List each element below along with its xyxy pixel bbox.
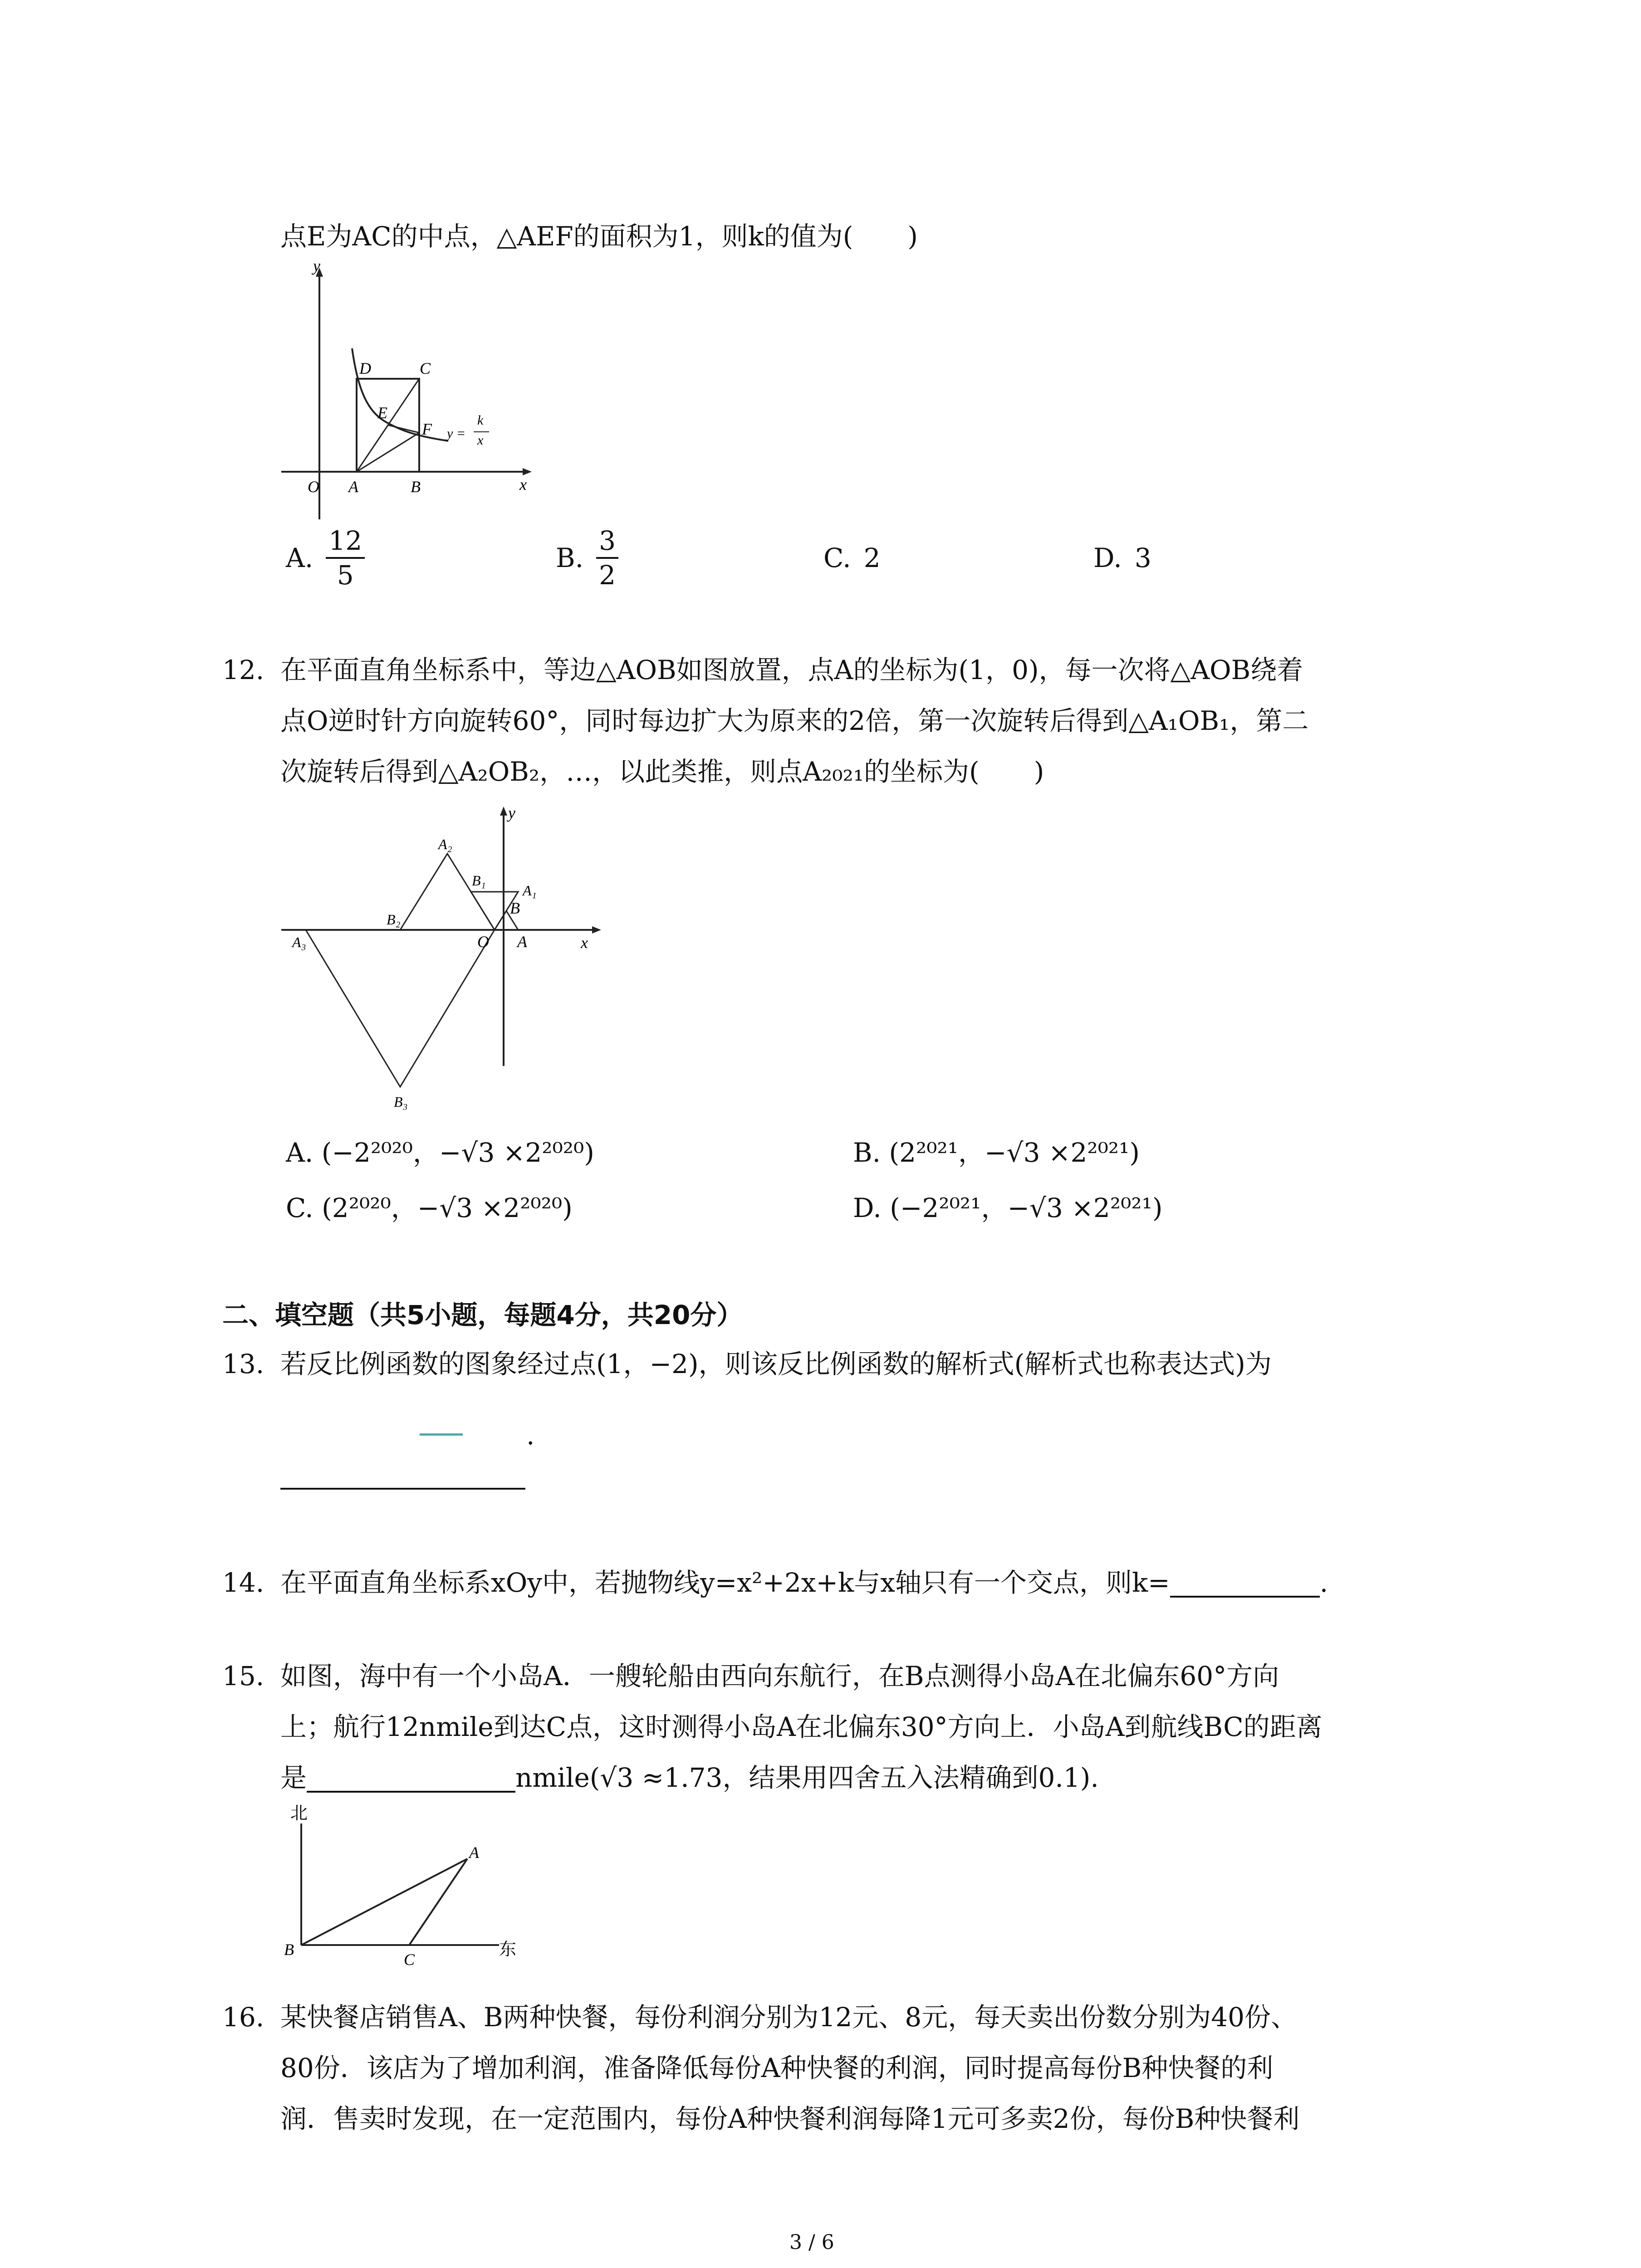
q11-option-d[interactable]: D. 3 [1093,543,1151,573]
q14-answer-blank[interactable] [1170,1569,1320,1598]
q12-option-c[interactable]: C. (2²⁰²⁰，−√3 ×2²⁰²⁰) [286,1193,573,1223]
q13-stem: 若反比例函数的图象经过点(1，−2)，则该反比例函数的解析式(解析式也称表达式)为 [280,1349,1272,1379]
label-a2: A₂ [438,836,452,852]
label-b3: B₃ [394,1094,408,1110]
q12-line2: 点O逆时针方向旋转60°，同时每边扩大为原来的2倍，第一次旋转后得到△A₁OB₁，第二 [280,705,1309,736]
q12-line1: 在平面直角坐标系中，等边△AOB如图放置，点A的坐标为(1，0)，每一次将△AOB绕着 [280,655,1303,685]
q11-stem: 点E为AC的中点，△AEF的面积为1，则k的值为( ) [280,221,918,252]
label-b: B [510,899,520,917]
label-c: C [420,359,431,377]
q16-number: 16. [222,2002,265,2033]
q11-option-c[interactable]: C. 2 [823,543,881,573]
q12-option-b[interactable]: B. (2²⁰²¹，−√3 ×2²⁰²¹) [853,1137,1140,1168]
label-a: A [517,933,527,951]
q15-figure [272,1801,554,1969]
label-a3: A₃ [292,934,306,950]
label-b1: B₁ [472,872,486,889]
label-b2: B₂ [387,911,401,928]
fraction: $\frac{3}{2}$ [596,524,618,592]
page-number: 3 / 6 [789,2231,834,2254]
label-a: A [348,478,358,496]
label-d: D [359,359,371,377]
label-a1: A₁ [523,882,537,899]
section-heading: 二、填空题（共5小题，每题4分，共20分） [222,1300,743,1330]
q16-line3: 润．售卖时发现，在一定范围内，每份A种快餐利润每降1元可多卖2份，每份B种快餐利 [280,2103,1300,2134]
label-c: C [404,1950,415,1969]
label-b: B [284,1941,294,1959]
label-o: O [477,933,489,951]
segment-ef [388,425,419,433]
q11-option-b[interactable]: B. $\frac{3}{2}$ [556,522,618,594]
fraction: $\frac{12}{5}$ [326,524,365,592]
label-f: F [422,420,432,438]
label-y: y [508,804,515,822]
triangle-a3ob3 [306,930,495,1087]
q15-answer-blank[interactable] [307,1765,515,1793]
label-y: y [313,259,320,275]
q11-figure [272,259,554,531]
label-e: E [377,404,387,422]
x-axis-arrow [523,468,532,475]
x-axis-arrow [592,926,601,934]
q15-line2: 上；航行12nmile到达C点，这时测得小岛A在北偏东30°方向上．小岛A到航线BC的距离 [280,1711,1323,1742]
q11-option-a[interactable]: A. $\frac{12}{5}$ [286,522,365,594]
q12-option-d[interactable]: D. (−2²⁰²¹，−√3 ×2²⁰²¹) [853,1193,1163,1223]
q16-line2: 80份．该店为了增加利润，准备降低每份A种快餐的利润，同时提高每份B种快餐的利 [280,2053,1274,2083]
q13-answer-mark [420,1433,463,1436]
label-o: O [308,478,319,496]
q16-line1: 某快餐店销售A、B两种快餐，每份利润分别为12元、8元，每天卖出份数分别为40份、 [280,2002,1298,2033]
segment-ca [409,1859,467,1945]
label-north: 北 [290,1803,308,1823]
q15-number: 15. [222,1661,265,1691]
label-x: x [581,934,588,952]
label-east: 东 [499,1939,517,1959]
q15-line3: 是 nmile(√3 ≈1.73，结果用四舍五入法精确到0.1). [280,1762,1099,1793]
label-eq-y: y = [447,426,466,441]
q12-figure [281,803,626,1129]
q13-period: . [526,1420,535,1451]
q12-number: 12. [222,655,265,685]
q13-answer-blank[interactable] [280,1488,525,1490]
label-a: A [469,1843,479,1862]
q15-line1: 如图，海中有一个小岛A．一艘轮船由西向东航行，在B点测得小岛A在北偏东60°方向 [280,1661,1279,1691]
q13-number: 13. [222,1349,265,1379]
label-eq-k: k [477,413,484,428]
q14-number: 14. [222,1567,265,1598]
label-b: B [411,478,421,496]
segment-af [357,433,419,472]
label-eq-x: x [477,433,484,448]
q12-option-a[interactable]: A. (−2²⁰²⁰，−√3 ×2²⁰²⁰) [286,1137,594,1168]
y-axis-arrow [500,807,507,816]
q14-stem: 在平面直角坐标系xOy中，若抛物线y=x²+2x+k与x轴只有一个交点，则k= . [280,1567,1328,1598]
q12-line3: 次旋转后得到△A₂OB₂，…，以此类推，则点A₂₀₂₁的坐标为( ) [280,756,1044,787]
segment-ba [301,1859,467,1945]
label-x: x [519,475,527,494]
